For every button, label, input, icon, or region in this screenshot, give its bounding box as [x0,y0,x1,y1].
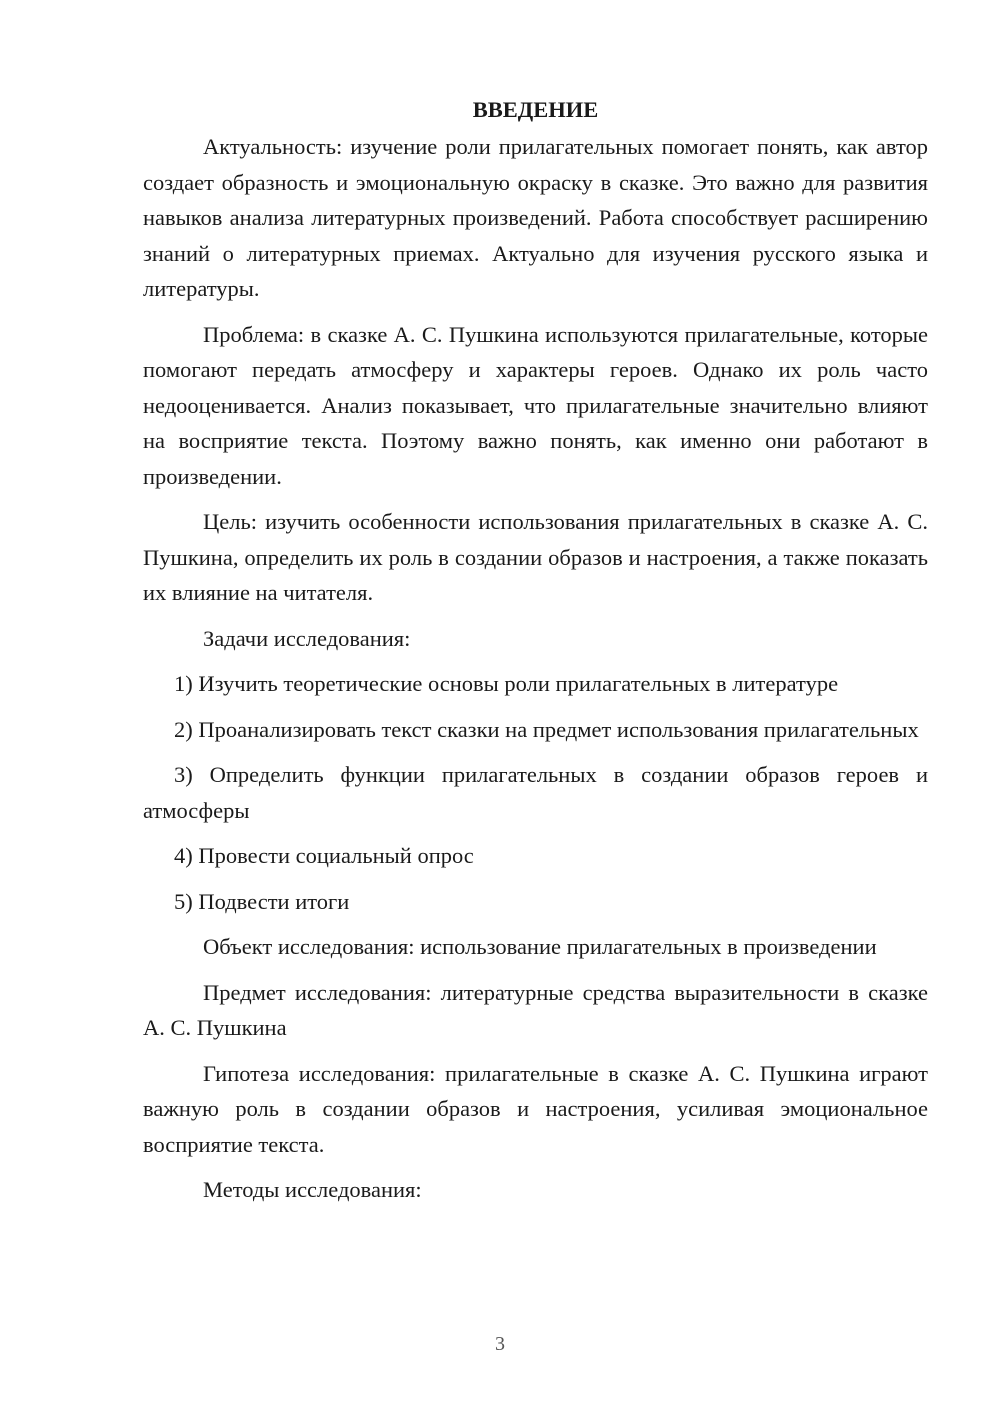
methods-heading: Методы исследования: [203,1177,422,1202]
hypothesis-paragraph: Гипотеза исследования: прилагательные в сказке А. С. Пушкина играют важную роль в создании образов и настроения, усиливая эмоциональное восприятие текста. [143,1060,928,1157]
page-number: 3 [495,1333,505,1355]
problem-paragraph: Проблема: в сказке А. С. Пушкина используются прилагательные, которые помогают передать атмосферу и характеры героев. Однако их роль часто недооценивается. Анализ показывает, что прилагательные значительно влияют на восприятие текста. Поэтому важно понять, как именно они работают в произведении. [143,321,928,489]
task-item-3: 3) Определить функции прилагательных в создании образов героев и атмосферы [143,762,928,823]
object-paragraph: Объект исследования: использование прилагательных в произведении [203,934,877,959]
subject-paragraph: Предмет исследования: литературные средства выразительности в сказке А. С. Пушкина [143,979,928,1040]
goal-paragraph: Цель: изучить особенности использования прилагательных в сказке А. С. Пушкина, определить их роль в создании образов и настроения, а также показать их влияние на читателя. [143,509,928,605]
task-item-2: 2) Проанализировать текст сказки на предмет использования прилагательных [174,716,919,742]
task-item-5: 5) Подвести итоги [174,888,350,914]
task-item-4: 4) Провести социальный опрос [174,843,474,868]
task-item-1: 1) Изучить теоретические основы роли прилагательных в литературе [174,671,839,696]
relevance-paragraph: Актуальность: изучение роли прилагательных помогает понять, как автор создает образность и эмоциональную окраску в сказке. Это важно для развития навыков анализа литературных произведений. Работа способствует расширению знаний о литературных приемах. Актуально для изучения русского языка и литературы. [143,134,928,301]
tasks-heading: Задачи исследования: [203,625,411,651]
page-title: ВВЕДЕНИЕ [472,97,599,122]
document-page [143,92,928,1218]
